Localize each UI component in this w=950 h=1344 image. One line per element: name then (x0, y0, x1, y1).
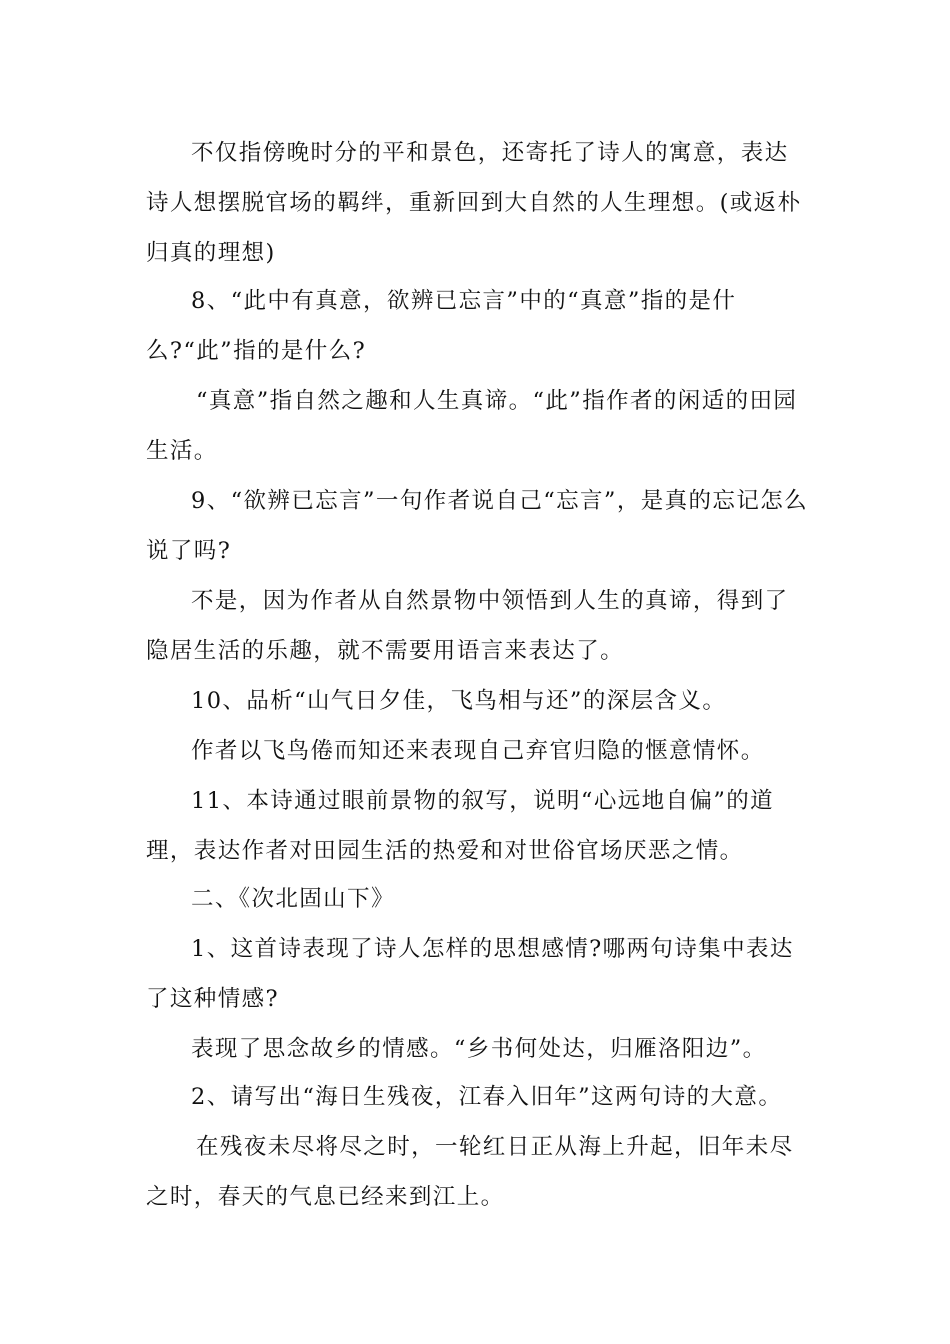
paragraph-question-10: 10、品析“山气日夕佳，飞鸟相与还”的深层含义。 (191, 688, 727, 714)
paragraph-answer-9: 不是，因为作者从自然景物中领悟到人生的真谛，得到了隐居生活的乐趣，就不需要用语言来表达了。 (146, 588, 789, 664)
paragraph-answer-10: 作者以飞鸟倦而知还来表现自己弃官归隐的惬意情怀。 (191, 738, 765, 764)
paragraph-question-1: 1、这首诗表现了诗人怎样的思想感情?哪两句诗集中表达了这种情感? (146, 936, 794, 1012)
paragraph-question-9: 9、“欲辨已忘言”一句作者说自己“忘言”，是真的忘记怎么说了吗? (146, 488, 809, 564)
paragraph-question-8: 8、“此中有真意，欲辨已忘言”中的“真意”指的是什么?“此”指的是什么? (146, 288, 737, 364)
paragraph-item-11: 11、本诗通过眼前景物的叙写，说明“心远地自偏”的道理，表达作者对田园生活的热爱和对世俗官场厌恶之情。 (146, 788, 775, 864)
paragraph-answer-2: 在残夜未尽将尽之时，一轮红日正从海上升起，旧年未尽之时，春天的气息已经来到江上。 (146, 1134, 794, 1210)
paragraph-answer-7: 不仅指傍晚时分的平和景色，还寄托了诗人的寓意，表达诗人想摆脱官场的羁绊，重新回到大自然的人生理想。(或返朴归真的理想) (146, 140, 802, 266)
paragraph-question-2: 2、请写出“海日生残夜，江春入旧年”这两句诗的大意。 (191, 1084, 783, 1110)
section-heading: 二、《次北固山下》 (191, 886, 395, 912)
paragraph-answer-8: “真意”指自然之趣和人生真谛。“此”指作者的闲适的田园生活。 (146, 388, 798, 464)
paragraph-answer-1: 表现了思念故乡的情感。“乡书何处达，归雁洛阳边”。 (191, 1036, 767, 1062)
